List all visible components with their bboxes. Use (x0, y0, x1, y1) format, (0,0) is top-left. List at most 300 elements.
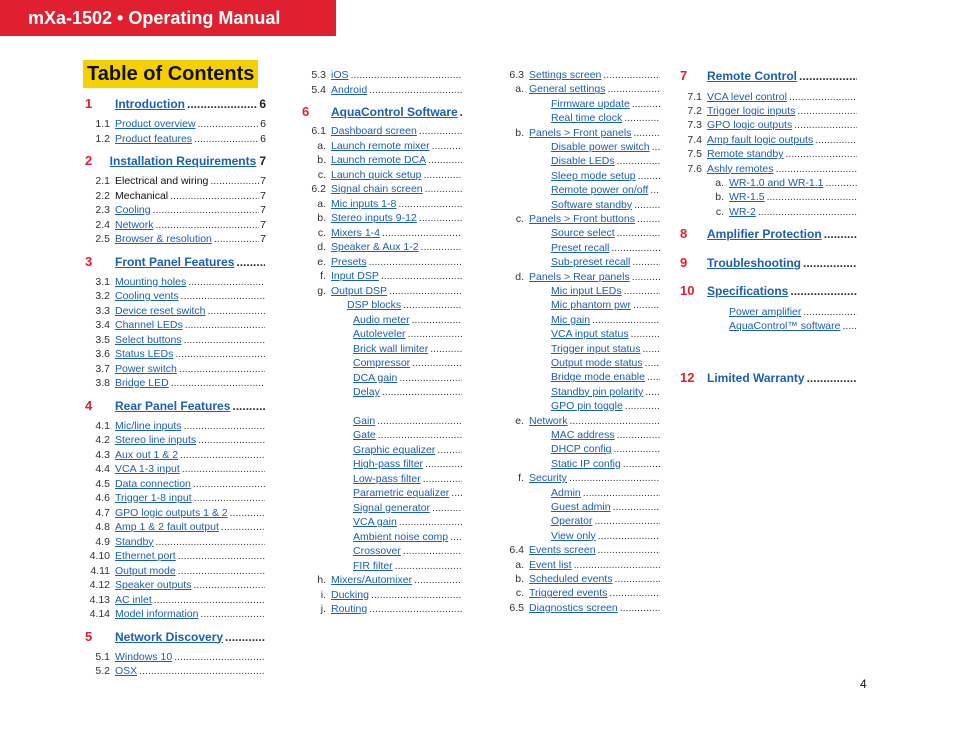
toc-entry-number: 3 (85, 253, 93, 269)
toc-entry-number: 4.1 (95, 419, 110, 432)
toc-entry[interactable] (302, 227, 463, 240)
toc-entry-link[interactable]: Output mode (115, 564, 176, 577)
toc-entry[interactable] (302, 386, 463, 399)
toc-entry[interactable] (302, 198, 463, 211)
toc-entry-link[interactable]: Output DSP (331, 284, 388, 297)
toc-entry-link[interactable]: Software standby (551, 198, 633, 211)
toc-entry-link[interactable]: Device reset switch (115, 304, 206, 317)
toc-entry-link[interactable]: Sleep mode setup (551, 169, 636, 182)
toc-entry-link[interactable]: Event list (529, 558, 572, 571)
toc-entry[interactable] (302, 444, 463, 457)
toc-entry[interactable] (500, 69, 661, 82)
toc-entry-link[interactable]: Power amplifier (729, 305, 802, 318)
toc-leader-dots (598, 544, 660, 557)
toc-entry-link[interactable]: DCA gain (353, 371, 398, 384)
toc-leader-dots (607, 83, 660, 96)
toc-entry[interactable] (680, 191, 858, 204)
toc-section-entry[interactable] (85, 399, 266, 413)
toc-leader-dots (450, 531, 462, 544)
toc-entry[interactable] (85, 204, 266, 217)
toc-entry-number: 2 (85, 153, 93, 168)
toc-entry-link[interactable]: Ethernet port (115, 550, 176, 562)
toc-entry[interactable] (500, 573, 661, 586)
toc-entry[interactable] (680, 177, 858, 190)
toc-entry-number: a. (317, 197, 326, 210)
toc-entry[interactable] (85, 565, 266, 578)
toc-entry[interactable] (500, 170, 661, 183)
toc-entry[interactable] (500, 400, 661, 413)
toc-entry[interactable] (85, 290, 266, 303)
toc-entry[interactable] (85, 492, 266, 505)
toc-entry-link[interactable]: Gain (353, 414, 376, 427)
toc-entry-link[interactable]: Guest admin (551, 501, 611, 513)
toc-entry-number: 4.5 (95, 477, 110, 490)
toc-entry[interactable] (85, 478, 266, 491)
toc-entry[interactable] (500, 443, 661, 456)
toc-entry-link[interactable]: Mic gain (551, 313, 591, 326)
toc-entry-link[interactable]: Bridge mode enable (551, 371, 645, 384)
toc-entry[interactable] (85, 463, 266, 476)
toc-entry-link[interactable]: Ambient noise comp (353, 530, 449, 543)
toc-entry[interactable] (500, 371, 661, 384)
toc-entry[interactable] (500, 127, 661, 140)
toc-entry[interactable] (500, 256, 661, 269)
toc-section-entry[interactable] (680, 256, 858, 270)
toc-entry-link[interactable]: Low-pass filter (353, 472, 421, 485)
toc-entry[interactable] (500, 141, 661, 154)
toc-entry[interactable] (302, 69, 463, 82)
toc-entry-link[interactable]: Launch remote DCA (331, 154, 427, 166)
toc-entry[interactable] (302, 589, 463, 602)
toc-entry[interactable] (680, 320, 858, 333)
toc-entry-link[interactable]: General settings (529, 83, 606, 96)
toc-entry-link[interactable]: Select buttons (115, 333, 182, 346)
toc-entry-number: d. (515, 270, 524, 283)
toc-entry-link[interactable]: Sub-preset recall (551, 256, 631, 269)
toc-leader-dots (625, 400, 660, 413)
toc-entry[interactable] (85, 133, 266, 146)
toc-entry-link[interactable]: Front Panel Features (115, 254, 235, 269)
toc-entry-link[interactable]: iOS (331, 69, 349, 81)
toc-entry[interactable] (302, 574, 463, 587)
toc-entry[interactable] (302, 415, 463, 428)
toc-leader-dots (425, 183, 462, 196)
toc-entry-link[interactable]: Signal chain screen (331, 183, 423, 195)
toc-entry[interactable] (302, 487, 463, 500)
toc-entry-number: 7.6 (687, 162, 702, 175)
toc-leader-dots (188, 276, 265, 289)
toc-entry-link[interactable]: Trigger input status (551, 342, 641, 355)
toc-entry-link[interactable]: GPO pin toggle (551, 400, 623, 413)
toc-leader-dots (200, 608, 265, 621)
toc-leader-dots (437, 444, 462, 457)
toc-leader-dots (767, 191, 857, 204)
toc-entry[interactable] (85, 434, 266, 447)
toc-entry[interactable] (500, 415, 661, 428)
toc-entry-link[interactable]: Mic/line inputs (115, 419, 182, 432)
toc-entry[interactable] (500, 357, 661, 370)
toc-entry-link[interactable]: Remote standby (707, 148, 784, 161)
toc-entry-link[interactable]: View only (551, 529, 596, 542)
toc-entry[interactable] (302, 545, 463, 558)
toc-entry-link[interactable]: Graphic equalizer (353, 443, 436, 456)
toc-leader-dots (398, 198, 462, 211)
toc-entry-link[interactable]: Dashboard screen (331, 125, 417, 137)
toc-entry-number: i. (320, 588, 326, 601)
toc-entry[interactable] (500, 429, 661, 442)
toc-leader-dots (182, 463, 265, 476)
toc-entry[interactable] (85, 608, 266, 621)
toc-leader-dots (460, 106, 462, 119)
toc-section-entry[interactable] (85, 97, 266, 111)
toc-entry[interactable] (500, 458, 661, 471)
toc-entry-number: 4.2 (95, 434, 110, 446)
toc-entry-link[interactable]: Crossover (353, 545, 401, 557)
toc-entry[interactable] (302, 154, 463, 167)
toc-entry[interactable] (85, 319, 266, 332)
toc-entry-link[interactable]: Disable power switch (551, 141, 650, 153)
toc-entry-link[interactable]: Compressor (353, 357, 411, 369)
toc-entry-link[interactable]: Standby pin polarity (551, 385, 644, 398)
toc-entry[interactable] (85, 449, 266, 462)
toc-entry[interactable] (680, 105, 858, 118)
toc-entry-link[interactable]: Browser & resolution (115, 233, 212, 245)
toc-entry[interactable] (302, 502, 463, 515)
toc-entry-link[interactable]: Brick wall limiter (353, 342, 429, 355)
toc-entry-link[interactable]: Power switch (115, 362, 177, 375)
toc-entry-number: 4.11 (90, 564, 110, 577)
toc-entry[interactable] (500, 587, 661, 600)
toc-entry-link[interactable]: Input DSP (331, 270, 379, 282)
toc-entry[interactable] (302, 256, 463, 269)
toc-entry-link[interactable]: DHCP config (551, 443, 612, 456)
toc-entry[interactable] (302, 84, 463, 97)
toc-entry[interactable] (302, 125, 463, 138)
toc-entry-link[interactable]: Data connection (115, 477, 191, 490)
toc-entry-link[interactable]: VCA level control (707, 90, 787, 103)
toc-entry-link[interactable]: Product features (115, 132, 193, 145)
toc-leader-dots (634, 199, 660, 212)
toc-entry[interactable] (85, 651, 266, 664)
toc-entry-link[interactable]: Output mode status (551, 357, 643, 369)
toc-entry[interactable] (302, 603, 463, 616)
toc-leader-dots (645, 357, 660, 370)
toc-entry-link[interactable]: DSP blocks (347, 299, 402, 311)
toc-leader-dots (799, 70, 857, 83)
toc-entry-number: a. (715, 176, 724, 189)
manual-header-banner: mXa-1502 • Operating Manual (0, 0, 336, 36)
toc-entry-link[interactable]: Routing (331, 603, 368, 615)
toc-entry[interactable] (500, 386, 661, 399)
toc-leader-dots (184, 420, 265, 433)
toc-entry[interactable] (500, 285, 661, 298)
toc-entry-link[interactable]: Model information (115, 608, 199, 620)
toc-entry[interactable] (85, 219, 266, 232)
toc-entry[interactable] (302, 270, 463, 283)
toc-entry-link[interactable]: Rear Panel Features (115, 398, 231, 413)
toc-leader-dots (170, 190, 259, 203)
toc-leader-dots (611, 242, 660, 255)
toc-entry[interactable] (302, 314, 463, 327)
toc-entry-link[interactable]: Specifications (707, 284, 789, 299)
toc-entry[interactable] (85, 233, 266, 246)
toc-entry-link[interactable]: Settings screen (529, 69, 602, 81)
toc-entry-link[interactable]: OSX (115, 665, 138, 677)
toc-entry-link[interactable]: Product overview (115, 118, 196, 130)
toc-entry-link[interactable]: Introduction (115, 97, 185, 111)
toc-entry-link[interactable]: Signal generator (353, 501, 431, 514)
toc-entry[interactable] (85, 276, 266, 289)
toc-entry-link[interactable]: Remote Control (707, 69, 797, 83)
toc-entry[interactable] (500, 530, 661, 543)
toc-entry-number: 6.5 (509, 601, 524, 614)
toc-entry[interactable] (500, 559, 661, 572)
toc-entry[interactable] (302, 429, 463, 442)
toc-entry-link[interactable]: GPO logic outputs 1 & 2 (115, 506, 228, 519)
toc-entry[interactable] (302, 516, 463, 529)
toc-entry-number: 5.1 (95, 650, 110, 663)
toc-entry-number: 4.9 (95, 535, 110, 548)
toc-entry-link[interactable]: WR-1.5 (729, 191, 765, 204)
toc-entry-number: c. (515, 587, 524, 600)
toc-entry[interactable] (680, 163, 858, 176)
toc-entry[interactable] (500, 227, 661, 240)
toc-entry-link[interactable]: Aux out 1 & 2 (115, 448, 179, 461)
toc-entry[interactable] (85, 507, 266, 520)
toc-entry-link[interactable]: Trigger 1-8 input (115, 492, 192, 504)
toc-leader-dots (399, 372, 462, 385)
toc-entry-link[interactable]: Delay (353, 386, 380, 398)
toc-entry-number: 6.1 (311, 125, 326, 137)
toc-entry[interactable] (500, 501, 661, 514)
toc-entry-link[interactable]: Real time clock (551, 112, 623, 125)
toc-entry[interactable] (680, 134, 858, 147)
toc-entry-link[interactable]: Mounting holes (115, 275, 187, 288)
toc-entry-link[interactable]: Mixers/Automixer (331, 574, 413, 586)
toc-leader-dots (369, 84, 462, 97)
toc-entry-link[interactable]: WR-1.0 and WR-1.1 (729, 176, 824, 189)
toc-entry[interactable] (500, 472, 661, 485)
toc-entry[interactable] (500, 487, 661, 500)
toc-entry-link[interactable]: Presets (331, 255, 367, 268)
toc-entry-link[interactable]: Source select (551, 227, 615, 240)
toc-entry-link[interactable]: Ashly remotes (707, 162, 774, 175)
toc-entry[interactable] (302, 343, 463, 356)
toc-entry-link[interactable]: Mixers 1-4 (331, 226, 381, 239)
toc-entry-link[interactable]: Panels > Rear panels (529, 270, 630, 283)
toc-entry[interactable] (680, 306, 858, 319)
toc-entry-link[interactable]: MAC address (551, 429, 615, 441)
toc-entry-number: 4.3 (95, 448, 110, 461)
toc-entry-link[interactable]: Trigger logic inputs (707, 104, 796, 117)
toc-entry-link[interactable]: Launch quick setup (331, 168, 422, 181)
toc-entry[interactable] (302, 285, 463, 298)
toc-entry-link[interactable]: Preset recall (551, 241, 610, 254)
toc-entry[interactable] (500, 184, 661, 197)
toc-entry[interactable] (85, 665, 266, 678)
toc-section-entry[interactable] (680, 69, 858, 83)
toc-entry[interactable] (85, 420, 266, 433)
toc-entry-link[interactable]: Amp 1 & 2 fault output (115, 521, 219, 533)
toc-entry[interactable] (500, 343, 661, 356)
toc-entry-link[interactable]: VCA 1-3 input (115, 463, 180, 475)
toc-entry-link[interactable]: Status LEDs (115, 348, 174, 360)
toc-entry[interactable] (85, 363, 266, 376)
toc-entry[interactable] (85, 377, 266, 390)
toc-entry-link[interactable]: Security (529, 472, 567, 485)
toc-leader-dots (803, 257, 857, 270)
toc-entry-link[interactable]: Standby (115, 535, 154, 548)
toc-leader-dots (414, 574, 462, 587)
toc-section-entry[interactable] (680, 284, 858, 298)
toc-entry-number: b. (515, 573, 524, 585)
toc-entry-link[interactable]: Stereo line inputs (115, 434, 197, 446)
toc-section-entry[interactable] (85, 255, 266, 269)
toc-entry[interactable] (680, 119, 858, 132)
toc-entry-link[interactable]: Cooling (115, 204, 151, 216)
toc-entry[interactable] (302, 299, 463, 312)
toc-entry-link[interactable]: Events screen (529, 544, 596, 557)
toc-entry[interactable] (85, 536, 266, 549)
toc-entry-link[interactable]: Amp fault logic outputs (707, 133, 814, 146)
toc-entry-page: 7 (260, 175, 266, 187)
toc-entry[interactable] (302, 357, 463, 370)
toc-entry[interactable] (85, 521, 266, 534)
toc-entry[interactable] (85, 348, 266, 361)
toc-entry[interactable] (85, 594, 266, 607)
toc-entry-link[interactable]: Installation Requirements (109, 154, 257, 168)
toc-section-entry[interactable] (85, 630, 266, 644)
toc-entry-link[interactable]: Admin (551, 486, 581, 499)
toc-entry[interactable] (500, 213, 661, 226)
toc-entry[interactable] (500, 83, 661, 96)
toc-entry-link[interactable]: Speaker outputs (115, 579, 192, 591)
toc-section-entry[interactable] (85, 154, 266, 168)
toc-entry-link[interactable]: Panels > Front panels (529, 126, 632, 139)
toc-entry-link[interactable]: Launch remote mixer (331, 139, 430, 152)
toc-entry-link[interactable]: Cooling vents (115, 290, 179, 302)
toc-leader-dots (232, 400, 265, 413)
toc-entry-link[interactable]: Autoleveler (353, 328, 406, 340)
toc-entry-link[interactable]: VCA input status (551, 328, 629, 341)
toc-entry[interactable] (302, 212, 463, 225)
toc-entry-link[interactable]: Network Discovery (115, 629, 224, 644)
toc-entry[interactable] (680, 91, 858, 104)
toc-leader-dots (419, 212, 462, 225)
toc-entry-link[interactable]: Panels > Front buttons (529, 213, 635, 225)
toc-entry[interactable] (500, 299, 661, 312)
toc-leader-dots (645, 386, 660, 399)
toc-entry[interactable] (680, 148, 858, 161)
toc-entry-link[interactable]: Operator (551, 515, 593, 528)
toc-entry-link[interactable]: WR-2 (729, 205, 756, 218)
toc-entry[interactable] (302, 531, 463, 544)
toc-entry-link[interactable]: Bridge LED (115, 377, 169, 389)
toc-entry-link[interactable]: Remote power on/off (551, 184, 649, 197)
toc-entry[interactable] (500, 602, 661, 615)
toc-entry-link[interactable]: AquaControl Software (331, 105, 458, 119)
toc-entry[interactable] (500, 98, 661, 111)
toc-entry[interactable] (302, 183, 463, 196)
toc-entry[interactable] (85, 118, 266, 131)
toc-entry-link[interactable]: AC inlet (115, 593, 152, 606)
toc-entry-link[interactable]: Mic input LEDs (551, 285, 622, 297)
toc-leader-dots (156, 219, 260, 232)
toc-entry[interactable] (680, 206, 858, 219)
toc-section-entry[interactable] (302, 105, 463, 119)
toc-entry-link[interactable]: AquaControl™ software (729, 320, 841, 332)
toc-entry[interactable] (500, 199, 661, 212)
toc-entry-link[interactable]: Windows 10 (115, 650, 173, 663)
toc-entry-link[interactable]: Firmware update (551, 97, 630, 110)
toc-entry[interactable] (85, 550, 266, 563)
toc-entry-link[interactable]: Static IP config (551, 457, 621, 470)
toc-entry-link[interactable]: Scheduled events (529, 573, 613, 585)
toc-entry-link[interactable]: Channel LEDs (115, 319, 183, 331)
toc-entry[interactable] (500, 328, 661, 341)
toc-entry-link[interactable]: High-pass filter (353, 458, 424, 470)
toc-leader-dots (179, 363, 265, 376)
toc-entry-link[interactable]: Parametric equalizer (353, 487, 450, 499)
toc-entry-number: 6.3 (509, 69, 524, 81)
toc-entry[interactable] (500, 112, 661, 125)
toc-entry-link[interactable]: Audio meter (353, 313, 410, 326)
toc-entry-link[interactable]: Troubleshooting (707, 255, 801, 270)
toc-entry[interactable] (302, 560, 463, 573)
toc-entry[interactable] (302, 473, 463, 486)
toc-entry-link[interactable]: Triggered events (529, 587, 608, 600)
toc-entry[interactable] (500, 242, 661, 255)
toc-entry[interactable] (500, 155, 661, 168)
toc-leader-dots (617, 429, 660, 442)
toc-entry[interactable] (500, 271, 661, 284)
toc-entry[interactable] (302, 241, 463, 254)
toc-entry-link[interactable]: Ducking (331, 588, 369, 601)
toc-entry-link[interactable]: Speaker & Aux 1-2 (331, 241, 419, 253)
toc-entry-link[interactable]: Diagnostics screen (529, 601, 618, 614)
toc-entry-link[interactable]: Amplifier Protection (707, 227, 822, 242)
toc-entry[interactable] (500, 544, 661, 557)
toc-entry[interactable] (302, 169, 463, 182)
toc-entry-link[interactable]: Network (115, 218, 154, 231)
toc-entry[interactable] (500, 515, 661, 528)
toc-entry-link[interactable]: Disable LEDs (551, 155, 615, 168)
toc-entry-link[interactable]: VCA gain (353, 516, 397, 528)
toc-entry-link[interactable]: GPO logic outputs (707, 119, 793, 132)
toc-entry[interactable] (302, 328, 463, 341)
toc-entry-link[interactable]: FIR filter (353, 559, 393, 572)
toc-entry-link[interactable]: Mic phantom pwr (551, 299, 631, 312)
toc-entry-link[interactable]: Mic inputs 1-8 (331, 197, 397, 210)
toc-entry-link[interactable]: Network (529, 414, 568, 427)
toc-entry[interactable] (85, 305, 266, 318)
toc-entry[interactable] (85, 334, 266, 347)
toc-entry-link[interactable]: Android (331, 83, 368, 96)
toc-leader-dots (758, 206, 857, 219)
toc-entry-link[interactable]: Gate (353, 429, 376, 441)
toc-entry-link[interactable]: Stereo inputs 9-12 (331, 212, 417, 224)
toc-leader-dots (617, 227, 660, 240)
toc-entry[interactable] (500, 314, 661, 327)
toc-leader-dots (423, 169, 462, 182)
toc-entry-number: 2.4 (95, 218, 110, 231)
toc-entry[interactable] (85, 579, 266, 592)
toc-entry[interactable] (302, 458, 463, 471)
toc-leader-dots (794, 119, 857, 132)
toc-entry[interactable] (302, 140, 463, 153)
toc-section-entry[interactable] (680, 227, 858, 241)
toc-entry[interactable] (302, 372, 463, 385)
